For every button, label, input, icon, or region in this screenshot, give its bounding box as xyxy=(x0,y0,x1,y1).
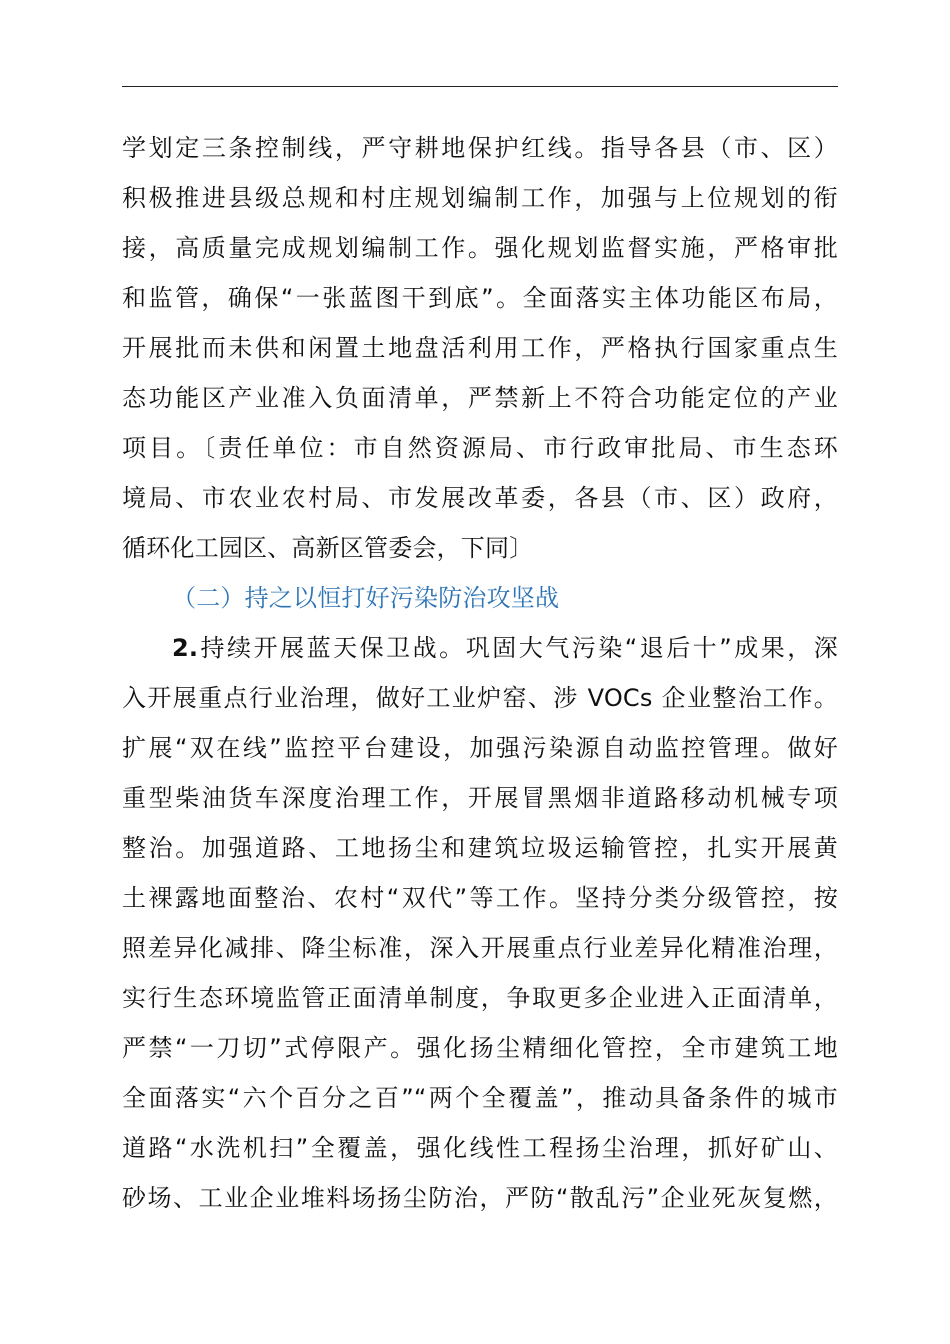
section-heading: （二）持之以恒打好污染防治攻坚战 xyxy=(172,584,560,612)
header-rule xyxy=(122,86,838,87)
text-line: 项目。〔责任单位：市自然资源局、市行政审批局、市生态环 xyxy=(122,434,838,462)
text-line: 土裸露地面整治、农村“双代”等工作。坚持分类分级管控，按 xyxy=(122,884,838,912)
text-line: 境局、市农业农村局、市发展改革委，各县（市、区）政府， xyxy=(122,484,838,512)
text-line: 道路“水洗机扫”全覆盖，强化线性工程扬尘治理，抓好矿山、 xyxy=(122,1134,838,1162)
text-line: 接，高质量完成规划编制工作。强化规划监督实施，严格审批 xyxy=(122,234,838,262)
paragraph-number: 2. xyxy=(172,634,199,662)
text-line: 开展批而未供和闲置土地盘活利用工作，严格执行国家重点生 xyxy=(122,334,838,362)
text-line: 砂场、工业企业堆料场扬尘防治，严防“散乱污”企业死灰复燃， xyxy=(122,1184,838,1212)
text-line: 实行生态环境监管正面清单制度，争取更多企业进入正面清单， xyxy=(122,984,838,1012)
text-line: 重型柴油货车深度治理工作，开展冒黑烟非道路移动机械专项 xyxy=(122,784,838,812)
text-line: 扩展“双在线”监控平台建设，加强污染源自动监控管理。做好 xyxy=(122,734,838,762)
paragraph-lead-text: 持续开展蓝天保卫战。巩固大气污染“退后十”成果，深 xyxy=(198,634,838,662)
text-line: 入开展重点行业治理，做好工业炉窑、涉 VOCs 企业整治工作。 xyxy=(122,684,838,712)
text-line: 态功能区产业准入负面清单，严禁新上不符合功能定位的产业 xyxy=(122,384,838,412)
text-line: 全面落实“六个百分之百”“两个全覆盖”，推动具备条件的城市 xyxy=(122,1084,838,1112)
text-line: 循环化工园区、高新区管委会，下同〕 xyxy=(122,534,534,562)
text-line: 学划定三条控制线，严守耕地保护红线。指导各县（市、区） xyxy=(122,134,838,162)
paragraph-first-line xyxy=(172,632,838,664)
text-line: 照差异化减排、降尘标准，深入开展重点行业差异化精准治理， xyxy=(122,934,838,962)
text-line: 整治。加强道路、工地扬尘和建筑垃圾运输管控，扎实开展黄 xyxy=(122,834,838,862)
text-line: 积极推进县级总规和村庄规划编制工作，加强与上位规划的衔 xyxy=(122,184,838,212)
text-line: 严禁“一刀切”式停限产。强化扬尘精细化管控，全市建筑工地 xyxy=(122,1034,838,1062)
text-line: 和监管，确保“一张蓝图干到底”。全面落实主体功能区布局， xyxy=(122,284,838,312)
